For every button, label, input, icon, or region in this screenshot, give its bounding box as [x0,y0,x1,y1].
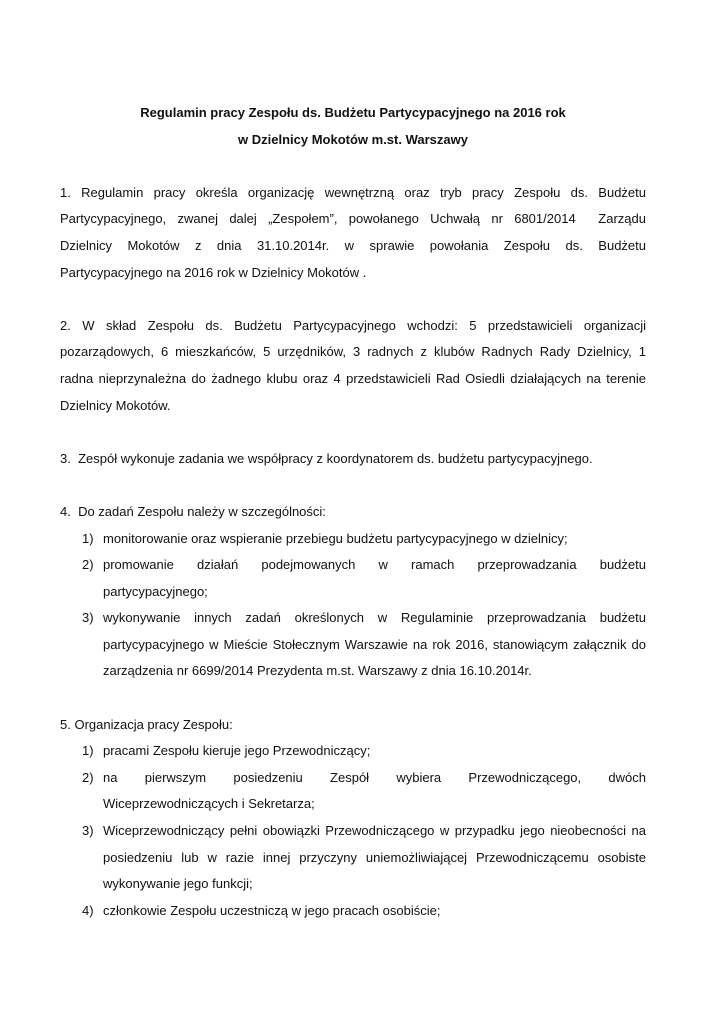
paragraph-line: pozarządowych, 6 mieszkańców, 5 urzędników, 3 radnych z klubów Radnych Rady Dzielnicy, 1 [60,344,646,360]
paragraph-line: Dzielnicy Mokotów. [60,397,171,413]
list-number: 1) [82,530,94,546]
list-number: 4) [82,902,94,918]
list-item [60,765,646,818]
list-item-line: na pierwszym posiedzeniu Zespół wybiera Przewodniczącego, dwóch [103,769,646,785]
list-item-line: pracami Zespołu kieruje jego Przewodniczący; [103,743,371,759]
document-body [60,100,646,924]
list-number: 2) [82,769,94,785]
list-item [60,898,646,925]
list-item [60,552,646,605]
paragraph-line: 3. Zespół wykonuje zadania we współpracy z koordynatorem ds. budżetu partycypacyjnego. [60,450,593,466]
section-4 [60,499,646,685]
list-item [60,605,646,685]
list-item-line: członkowie Zespołu uczestniczą w jego pracach osobiście; [103,902,441,918]
spacer [60,286,646,313]
section-5 [60,712,646,925]
list-item [60,526,646,553]
paragraph-line: 2. W skład Zespołu ds. Budżetu Partycypacyjnego wchodzi: 5 przedstawicieli organizacji [60,317,646,333]
document-title-line-2: w Dzielnicy Mokotów m.st. Warszawy [238,131,468,147]
section-heading: 4. Do zadań Zespołu należy w szczególności: [60,503,326,519]
paragraph-line: 1. Regulamin pracy określa organizację wewnętrzną oraz tryb pracy Zespołu ds. Budżetu [60,184,646,200]
paragraph-line: Partycypacyjnego na 2016 rok w Dzielnicy Mokotów . [60,264,367,280]
list-item-line: zarządzenia nr 6699/2014 Prezydenta m.st. Warszawy z dnia 16.10.2014r. [103,663,532,679]
list-item-line: partycypacyjnego; [103,583,208,599]
paragraph-3 [60,446,646,473]
paragraph-line: radna nieprzynależna do żadnego klubu oraz 4 przedstawicieli Rad Osiedli działających na terenie [60,370,646,386]
list-item-line: promowanie działań podejmowanych w ramach przeprowadzania budżetu [103,557,646,573]
list-item-line: posiedzeniu lub w razie innej przyczyny uniemożliwiającej Przewodniczącemu osobiste [103,849,646,865]
list-number: 2) [82,557,94,573]
list-item-line: Wiceprzewodniczących i Sekretarza; [103,796,315,812]
list-item-line: wykonywanie innych zadań określonych w Regulaminie przeprowadzania budżetu [103,610,646,626]
list-item-line: monitorowanie oraz wspieranie przebiegu budżetu partycypacyjnego w dzielnicy; [103,530,568,546]
section-heading: 5. Organizacja pracy Zespołu: [60,716,233,732]
spacer [60,685,646,712]
spacer [60,153,646,180]
list-item-line: Wiceprzewodniczący pełni obowiązki Przewodniczącego w przypadku jego nieobecności na [103,823,646,839]
paragraph-line: Dzielnicy Mokotów z dnia 31.10.2014r. w sprawie powołania Zespołu ds. Budżetu [60,237,646,253]
paragraph-1 [60,180,646,286]
list-item-line: wykonywanie jego funkcji; [103,876,253,892]
list-item [60,818,646,898]
list-item-line: partycypacyjnego w Mieście Stołecznym Warszawie na rok 2016, stanowiącym załącznik do [103,636,646,652]
spacer [60,419,646,446]
paragraph-2 [60,313,646,419]
list-item [60,738,646,765]
list-number: 3) [82,823,94,839]
spacer [60,472,646,499]
paragraph-line: Partycypacyjnego, zwanej dalej „Zespołem”, powołanego Uchwałą nr 6801/2014 Zarządu [60,211,646,227]
list-number: 1) [82,743,94,759]
list-number: 3) [82,610,94,626]
document-title-line-1: Regulamin pracy Zespołu ds. Budżetu Partycypacyjnego na 2016 rok [140,105,566,120]
